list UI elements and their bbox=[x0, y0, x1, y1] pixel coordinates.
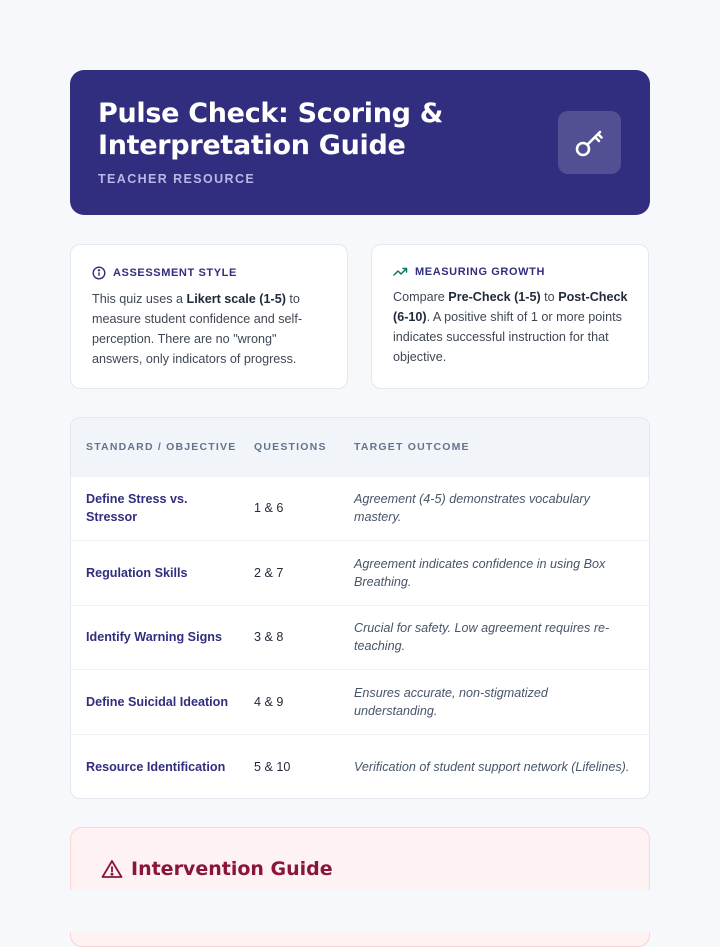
info-icon bbox=[92, 266, 106, 280]
col-header-outcome: TARGET OUTCOME bbox=[354, 440, 470, 453]
questions-cell: 5 & 10 bbox=[254, 759, 291, 774]
page-title: Pulse Check: Scoring & Interpretation Guide bbox=[98, 98, 444, 161]
scoring-table bbox=[70, 417, 650, 799]
table-row bbox=[71, 541, 649, 606]
col-header-questions: QUESTIONS bbox=[254, 440, 327, 453]
questions-cell: 1 & 6 bbox=[254, 501, 284, 516]
warning-icon bbox=[101, 859, 123, 879]
outcome-cell: Crucial for safety. Low agreement requires re-teaching. bbox=[354, 621, 610, 654]
col-header-objective: STANDARD / OBJECTIVE bbox=[86, 440, 237, 453]
objective-cell: Identify Warning Signs bbox=[86, 630, 222, 645]
questions-cell: 4 & 9 bbox=[254, 695, 284, 710]
page-subtitle: TEACHER RESOURCE bbox=[98, 172, 256, 186]
card-title: MEASURING GROWTH bbox=[415, 266, 545, 278]
outcome-cell: Agreement indicates confidence in using Box Breathing. bbox=[354, 556, 606, 589]
table-row bbox=[71, 670, 649, 735]
intervention-title: Intervention Guide bbox=[131, 858, 333, 880]
outcome-cell: Verification of student support network (Lifelines). bbox=[354, 759, 630, 774]
trending-up-icon bbox=[393, 266, 408, 278]
questions-cell: 3 & 8 bbox=[254, 630, 284, 645]
table-row bbox=[71, 476, 649, 541]
objective-cell: Regulation Skills bbox=[86, 565, 188, 580]
outcome-cell: Ensures accurate, non-stigmatized understanding. bbox=[354, 686, 548, 719]
objective-cell: Resource Identification bbox=[86, 759, 226, 774]
table-row bbox=[71, 605, 649, 670]
page-bottom-edge bbox=[0, 890, 720, 932]
assessment-style-card bbox=[70, 244, 348, 389]
card-title: ASSESSMENT STYLE bbox=[113, 267, 237, 279]
objective-cell: Define Suicidal Ideation bbox=[86, 695, 229, 710]
card-text: This quiz uses a Likert scale (1-5) to measure student confidence and self-perception. There are no "wrong" answers, only indicators of progress. bbox=[92, 292, 303, 366]
key-icon-box bbox=[558, 111, 621, 174]
table-row bbox=[71, 734, 649, 799]
header-banner bbox=[70, 70, 650, 215]
measuring-growth-card bbox=[371, 244, 649, 389]
questions-cell: 2 & 7 bbox=[254, 565, 284, 580]
outcome-cell: Agreement (4-5) demonstrates vocabulary mastery. bbox=[354, 492, 590, 525]
card-text: Compare Pre-Check (1-5) to Post-Check (6-10). A positive shift of 1 or more points indicates successful instruction for that objective. bbox=[393, 290, 628, 364]
objective-cell: Define Stress vs. Stressor bbox=[86, 492, 188, 525]
key-icon bbox=[573, 126, 607, 160]
table-header-row bbox=[71, 418, 649, 476]
